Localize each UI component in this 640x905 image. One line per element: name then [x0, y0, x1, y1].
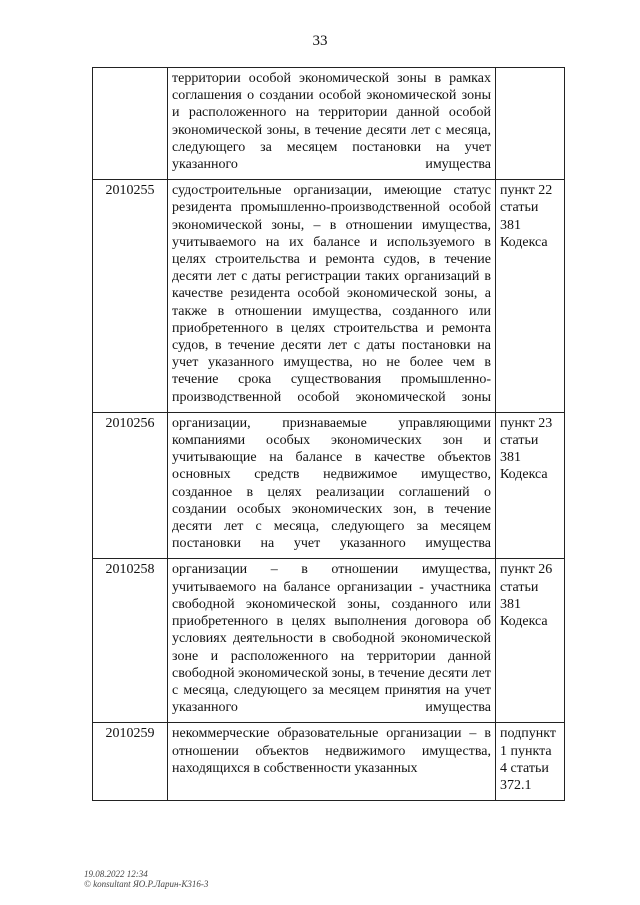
page-number: 33: [312, 33, 328, 49]
table-row: [93, 723, 565, 801]
reference-cell: пункт 23 статьи 381 Кодекса: [496, 412, 565, 559]
benefits-table: [92, 67, 565, 801]
reference-cell: подпункт 1 пункта 4 статьи 372.1: [496, 723, 565, 801]
table-row: [93, 68, 565, 180]
description-cell: некоммерческие образовательные организации – в отношении объектов недвижимого имущества, находящихся в собственности указанных: [168, 723, 496, 801]
footer-stamp: [84, 869, 208, 889]
code-cell: 2010255: [93, 180, 168, 413]
reference-cell: [496, 68, 565, 180]
table-row: [93, 180, 565, 413]
table-row: [93, 412, 565, 559]
description-cell: судостроительные организации, имеющие статус резидента промышленно-производственной особой экономической зоны, – в отношении имущества, учитываемого на их балансе и используемого в целях строительства и ремонта судов, в течение десяти лет с даты регистрации таких организаций в качестве резидента особой экономической зоны, а также в отношении имущества, созданного или приобретенного в целях строительства и ремонта судов, в течение десяти лет с даты постановки на учет указанного имущества, но не более чем в течение срока существования промышленно-производственной особой экономической зоны: [168, 180, 496, 413]
table-body: [93, 68, 565, 801]
code-cell: 2010258: [93, 559, 168, 723]
code-cell: 2010256: [93, 412, 168, 559]
description-cell: организации, признаваемые управляющими компаниями особых экономических зон и учитывающие на балансе в качестве объектов основных средств недвижимое имущество, созданное в целях реализации соглашений о создании особых экономических зон, в течение десяти лет с месяца, следующего за месяцем постановки на учет указанного имущества: [168, 412, 496, 559]
footer-date: 19.08.2022 12:34: [84, 869, 148, 879]
code-cell: [93, 68, 168, 180]
description-cell: организации – в отношении имущества, учитываемого на балансе организации - участника свободной экономической зоны, созданного или приобретенного в целях выполнения договора об условиях деятельности в свободной экономической зоне и расположенного на территории данной свободной экономической зоны, в течение десяти лет с месяца, следующего за месяцем принятия на учет указанного имущества: [168, 559, 496, 723]
footer-source: © konsultant ЯО.Р.Ларин-К316-3: [84, 879, 209, 889]
reference-cell: пункт 22 статьи 381 Кодекса: [496, 180, 565, 413]
code-cell: 2010259: [93, 723, 168, 801]
reference-cell: пункт 26 статьи 381 Кодекса: [496, 559, 565, 723]
description-cell: территории особой экономической зоны в рамках соглашения о создании особой экономической зоны и расположенного на территории данной особой экономической зоны, в течение десяти лет с месяца, следующего за месяцем постановки на учет указанного имущества: [168, 68, 496, 180]
table-row: [93, 559, 565, 723]
